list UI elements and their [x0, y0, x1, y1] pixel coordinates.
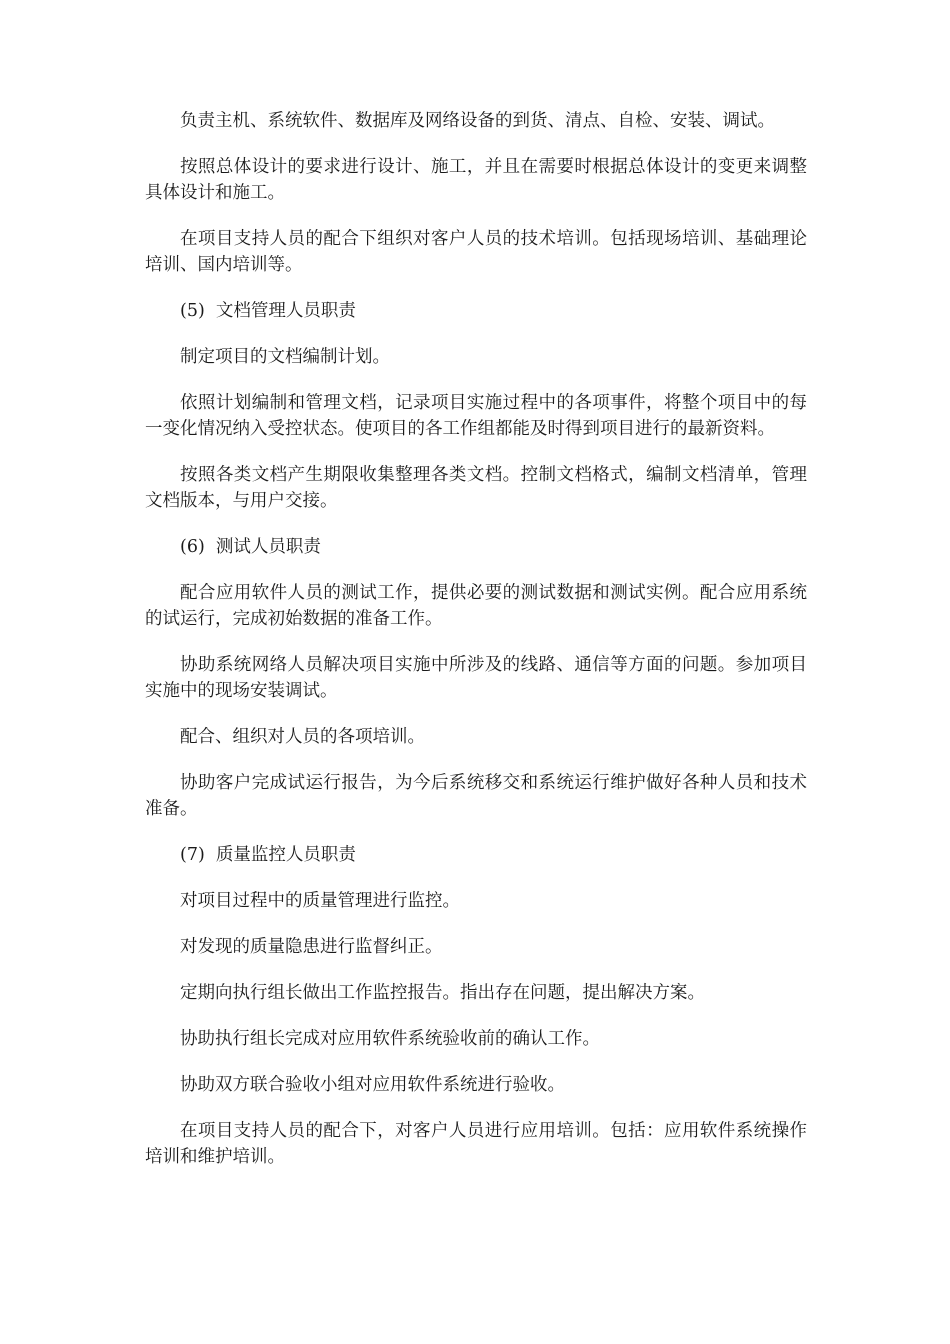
paragraph: 按照总体设计的要求进行设计、施工，并且在需要时根据总体设计的变更来调整具体设计和施工。 — [145, 157, 807, 203]
paragraph: 制定项目的文档编制计划。 — [180, 347, 390, 367]
paragraph: 协助双方联合验收小组对应用软件系统进行验收。 — [180, 1075, 565, 1095]
paragraph: 对发现的质量隐患进行监督纠正。 — [180, 937, 443, 957]
paragraph: 在项目支持人员的配合下，对客户人员进行应用培训。包括：应用软件系统操作培训和维护培训。 — [145, 1121, 807, 1167]
paragraph: 负责主机、系统软件、数据库及网络设备的到货、清点、自检、安装、调试。 — [180, 111, 775, 131]
paragraph: 协助执行组长完成对应用软件系统验收前的确认工作。 — [180, 1029, 600, 1049]
section-heading: (6) 测试人员职责 — [180, 537, 321, 557]
paragraph: 按照各类文档产生期限收集整理各类文档。控制文档格式，编制文档清单，管理文档版本，与用户交接。 — [145, 465, 807, 511]
paragraph: 协助客户完成试运行报告，为今后系统移交和系统运行维护做好各种人员和技术准备。 — [145, 773, 807, 819]
paragraph: 依照计划编制和管理文档，记录项目实施过程中的各项事件，将整个项目中的每一变化情况纳入受控状态。使项目的各工作组都能及时得到项目进行的最新资料。 — [145, 393, 807, 439]
paragraph: 定期向执行组长做出工作监控报告。指出存在问题，提出解决方案。 — [180, 983, 705, 1003]
paragraph: 对项目过程中的质量管理进行监控。 — [180, 891, 460, 911]
paragraph: 配合应用软件人员的测试工作，提供必要的测试数据和测试实例。配合应用系统的试运行，完成初始数据的准备工作。 — [145, 583, 807, 629]
paragraph: 在项目支持人员的配合下组织对客户人员的技术培训。包括现场培训、基础理论培训、国内培训等。 — [145, 229, 807, 275]
section-heading: (7) 质量监控人员职责 — [180, 845, 356, 865]
paragraph: 配合、组织对人员的各项培训。 — [180, 727, 425, 747]
paragraph: 协助系统网络人员解决项目实施中所涉及的线路、通信等方面的问题。参加项目实施中的现场安装调试。 — [145, 655, 807, 701]
section-heading: (5) 文档管理人员职责 — [180, 301, 356, 321]
document-body — [145, 108, 807, 1190]
